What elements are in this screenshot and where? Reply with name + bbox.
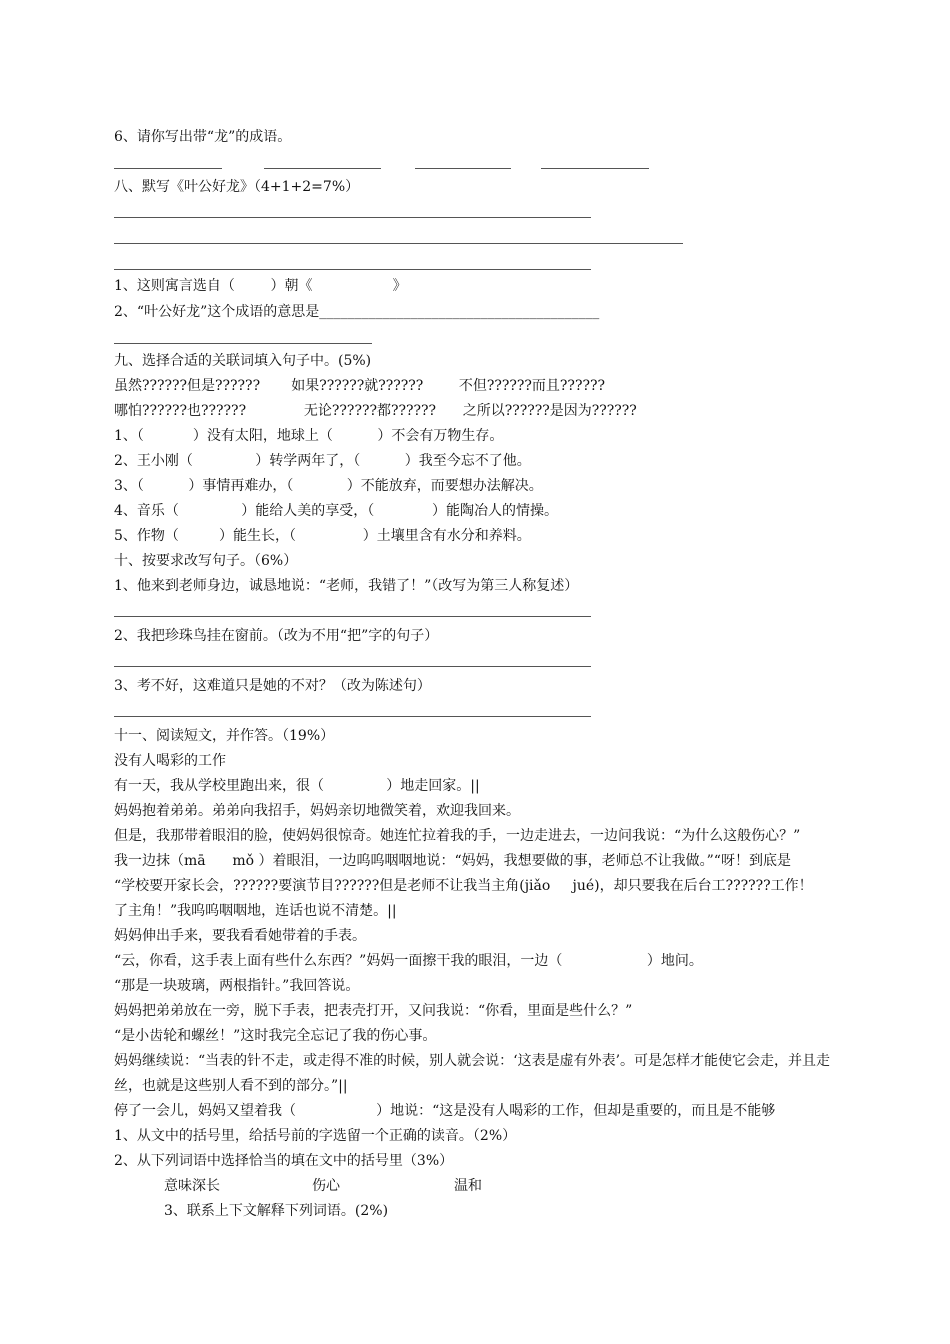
story-paragraph: 有一天，我从学校里跑出来，很（ ）地走回家。|| bbox=[114, 778, 480, 794]
section11-heading: 十一、阅读短文，并作答。（19%） bbox=[114, 728, 335, 744]
section9-item: 5、作物（ ）能生长，（ ）土壤里含有水分和养料。 bbox=[114, 528, 531, 544]
word-option: 伤心 bbox=[312, 1178, 340, 1194]
section9-item: 2、王小刚（ ）转学两年了，（ ）我至今忘不了他。 bbox=[114, 453, 531, 469]
word-option: 意味深长 bbox=[164, 1178, 220, 1194]
section9-item: 1、（ ）没有太阳，地球上（ ）不会有万物生存。 bbox=[114, 428, 504, 444]
section8-q2-prefix: 2、“叶公好龙”这个成语的意思是 bbox=[114, 304, 320, 320]
story-paragraph: 我一边抹（mā mǒ ）着眼泪，一边呜呜咽咽地说：“妈妈，我想要做的事，老师总不让我做。”“呀！到底是 bbox=[114, 853, 791, 869]
answer-line[interactable] bbox=[114, 269, 591, 270]
story-paragraph: 但是，我那带着眼泪的脸，使妈妈很惊奇。她连忙拉着我的手，一边走进去，一边问我说：“为什么这般伤心？” bbox=[114, 828, 801, 844]
section9-item: 4、音乐（ ）能给人美的享受，（ ）能陶冶人的情操。 bbox=[114, 503, 559, 519]
answer-line[interactable] bbox=[415, 168, 511, 169]
section8-q2 bbox=[114, 303, 599, 321]
story-paragraph: “学校要开家长会，??????要演节目??????但是老师不让我当主角(jiǎo jué)，却只要我在后台工??????工作！ bbox=[114, 878, 813, 894]
section10-item: 1、他来到老师身边，诚恳地说：“老师，我错了！”（改写为第三人称复述） bbox=[114, 578, 579, 594]
story-paragraph: 停了一会儿，妈妈又望着我（ ）地说：“这是没有人喝彩的工作，但却是重要的，而且是不能够 bbox=[114, 1103, 776, 1119]
story-paragraph: “那是一块玻璃，两根指针。”我回答说。 bbox=[114, 978, 360, 994]
answer-line[interactable] bbox=[541, 168, 649, 169]
answer-line[interactable] bbox=[114, 343, 372, 344]
q6-title: 6、请你写出带“龙”的成语。 bbox=[114, 129, 292, 145]
section10-item: 2、我把珍珠鸟挂在窗前。（改为不用“把”字的句子） bbox=[114, 628, 439, 644]
story-paragraph: 妈妈把弟弟放在一旁，脱下手表，把表壳打开，又问我说：“你看，里面是些什么？” bbox=[114, 1003, 633, 1019]
section9-options-row2: 哪怕??????也?????? 无论??????都?????? 之所以??????是因为?????? bbox=[114, 403, 637, 419]
section11-q3: 3、联系上下文解释下列词语。(2%) bbox=[164, 1203, 389, 1219]
section9-item: 3、（ ）事情再难办，（ ）不能放弃，而要想办法解决。 bbox=[114, 478, 543, 494]
section10-heading: 十、按要求改写句子。（6%） bbox=[114, 553, 298, 569]
story-paragraph: 丝，也就是这些别人看不到的部分。”|| bbox=[114, 1078, 348, 1094]
answer-line[interactable] bbox=[114, 666, 591, 667]
section8-q2-blank[interactable]: ________________________________________ bbox=[319, 304, 600, 320]
answer-line[interactable] bbox=[264, 168, 381, 169]
section11-q1: 1、从文中的括号里，给括号前的字选留一个正确的读音。（2%） bbox=[114, 1128, 517, 1144]
story-paragraph: 妈妈伸出手来，要我看看她带着的手表。 bbox=[114, 928, 366, 944]
section8-q1: 1、这则寓言选自（ ）朝《 》 bbox=[114, 278, 407, 294]
story-paragraph: 妈妈继续说：“当表的针不走，或走得不准的时候，别人就会说：‘这表是虚有外表’。可是怎样才能使它会走，并且走 bbox=[114, 1053, 831, 1069]
story-paragraph: 妈妈抱着弟弟。弟弟向我招手，妈妈亲切地微笑着，欢迎我回来。 bbox=[114, 803, 520, 819]
word-option: 温和 bbox=[454, 1178, 482, 1194]
story-paragraph: “云，你看，这手表上面有些什么东西？”妈妈一面擦干我的眼泪，一边（ ）地问。 bbox=[114, 953, 703, 969]
story-paragraph: “是小齿轮和螺丝！”这时我完全忘记了我的伤心事。 bbox=[114, 1028, 437, 1044]
section9-options-row1: 虽然??????但是?????? 如果??????就?????? 不但??????而且?????? bbox=[114, 378, 605, 394]
answer-line[interactable] bbox=[114, 168, 222, 169]
answer-line[interactable] bbox=[114, 243, 683, 244]
story-paragraph: 了主角！”我呜呜咽咽地，连话也说不清楚。|| bbox=[114, 903, 397, 919]
answer-line[interactable] bbox=[114, 616, 591, 617]
story-title: 没有人喝彩的工作 bbox=[114, 753, 226, 769]
section9-heading: 九、选择合适的关联词填入句子中。(5%) bbox=[114, 353, 372, 369]
answer-line[interactable] bbox=[114, 716, 591, 717]
answer-line[interactable] bbox=[114, 217, 591, 218]
section8-heading: 八、默写《叶公好龙》（4+1+2=7%） bbox=[114, 179, 360, 195]
section11-q2: 2、从下列词语中选择恰当的填在文中的括号里（3%） bbox=[114, 1153, 454, 1169]
section10-item: 3、考不好，这难道只是她的不对？（改为陈述句） bbox=[114, 678, 431, 694]
